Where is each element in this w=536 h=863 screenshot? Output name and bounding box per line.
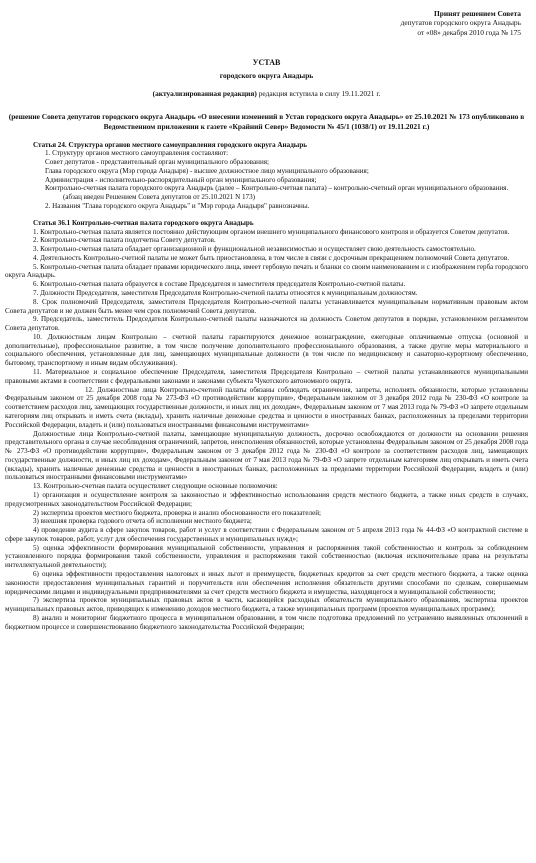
document-title: УСТАВ bbox=[252, 58, 281, 67]
article-36-p11: 11. Материальное и социальное обеспечение Председателя, заместителя Председателя Контрольно – счетной палаты устанавливаются муниципальными правовыми актами в соответствии с федеральными законами и законами субъекта Чукотского автономного округа. bbox=[5, 368, 528, 385]
article-36-p1: 1. Контрольно-счетная палата является постоянно действующим органом внешнего муниципального финансового контроля и образуется Советом депутатов. bbox=[33, 227, 510, 236]
article-36-p13-item-5: 5) оценка эффективности формирования муниципальной собственности, управления и распоряжения такой собственностью и контроль за соблюдением установленного порядка формирования такой собственности, управления и распоряжения такой собственностью (включая исключительные права на результаты интеллектуальной деятельности); bbox=[5, 543, 528, 570]
article-36-p6: 6. Контрольно-счетная палата образуется в составе Председателя и заместителя председателя Контрольно-счетной палаты. bbox=[33, 280, 406, 289]
article-36-p13: 13. Контрольно-счетная палата осуществляет следующие основные полномочия: bbox=[33, 482, 278, 491]
article-36-p8: 8. Срок полномочий Председателя, заместителя Председателя Контрольно-счетной палаты устанавливается муниципальным нормативным правовым актом Совета депутатов и не должен быть менее чем срок полномочий Совета депутатов. bbox=[5, 297, 528, 315]
approval-line-3: от «08» декабря 2010 года № 175 bbox=[417, 27, 521, 37]
article-36-p2: 2. Контрольно-счетная палата подотчетна Совету депутатов. bbox=[33, 236, 216, 245]
article-36-p12a: Должностные лица Контрольно-счетной палаты, замещающие муниципальную должность, досрочно освобождаются от должности на основании решения представительного органа в случае несоблюдения ограничений, запретов, неисполнения обязанностей, которые установлены Федеральным законом от 25 декабря 2008 года № 273-ФЗ «О противодействии коррупции», Федеральным законом от 3 декабря 2012 года № 230-ФЗ «О контроле за соответствием расходов лиц, замещающих государственные должности, и иных лиц их доходам», Федеральным законом от 7 мая 2013 года № 79-ФЗ «О запрете отдельным категориям лиц открывать и иметь счета (вклады), хранить наличные денежные средства и ценности в иностранных банках, расположенных за пределами территории Российской Федерации, владеть и (или) пользоваться иностранными финансовыми инструментами» bbox=[5, 429, 528, 482]
article-24-title: Статья 24. Структура органов местного самоуправления городского округа Анадырь bbox=[33, 140, 308, 149]
article-36-p13-item-7: 7) экспертиза проектов муниципальных правовых актов в части, касающейся расходных обязательств муниципального образования, экспертиза проектов муниципальных правовых актов, приводящих к изменению доходов местного бюджета, а также муниципальных программ (проектов муниципальных программ); bbox=[5, 596, 528, 614]
edition-note bbox=[5, 89, 528, 98]
article-24-p3: Глава городского округа (Мэр города Анадыря) - высшее должностное лицо муниципального образования; bbox=[45, 166, 369, 175]
article-24-p5: Контрольно-счетная палата городского округа Анадырь (далее – Контрольно-счетная палата) – контрольно-счетный орган муниципального образования. bbox=[45, 184, 509, 193]
edition-bold: (актуализированная редакция) bbox=[152, 89, 257, 99]
article-36-p7: 7. Должности Председателя, заместителя Председателя Контрольно-счетной палаты относятся к муниципальным должностям. bbox=[33, 289, 418, 297]
article-36-p12: 12. Должностные лица Контрольно-счетной палаты обязаны соблюдать ограничения, запреты, исполнять обязанности, которые установлены Федеральным законом от 25 декабря 2008 года № 273-ФЗ «О противодействии коррупции», Федеральным законом от 3 декабря 2012 года № 230-ФЗ «О контроле за соответствием расходов лиц, замещающих государственные должности, и иных лиц их доходам», Федеральным законом от 7 мая 2013 года № 79-ФЗ «О запрете отдельным категориям лиц открывать и иметь счета (вклады), хранить наличные денежные средства и ценности в иностранных банках, расположенных за пределами территории Российской Федерации, владеть и (или) пользоваться иностранными финансовыми инструментами» bbox=[5, 385, 528, 429]
article-24-p7: 2. Названия "Глава городского округа Анадырь" и "Мэр города Анадыря" равнозначны. bbox=[45, 201, 310, 210]
article-24-p6: (абзац введен Решением Совета депутатов от 25.10.2021 N 173) bbox=[63, 193, 255, 202]
article-36-p9: 9. Председатель, заместитель Председателя Контрольно-счетной палаты назначаются на должность Советом депутатов в порядке, установленном регламентом Совета депутатов. bbox=[5, 315, 528, 333]
article-24-p1: 1. Структуру органов местного самоуправления составляют: bbox=[45, 149, 229, 158]
article-36-p13-item-1: 1) организация и осуществление контроля за законностью и эффективностью использования средств местного бюджета, а также иных средств в случаях, предусмотренных законодательством Российской Федерации; bbox=[5, 490, 528, 508]
article-36-p5: 5. Контрольно-счетная палата обладает правами юридического лица, имеет гербовую печать и бланки со своим наименованием и с изображением герба городского округа Анадырь. bbox=[5, 262, 528, 280]
approval-line-1: Принят решением Совета bbox=[434, 9, 521, 18]
article-24-p4: Администрация - исполнительно-распорядительный орган муниципального образования; bbox=[45, 175, 317, 184]
article-24-p2: Совет депутатов - представительный орган муниципального образования; bbox=[45, 158, 269, 167]
document-subtitle: городского округа Анадырь bbox=[219, 70, 314, 80]
article-36-p13-item-2: 2) экспертиза проектов местного бюджета, проверка и анализ обоснованности его показателей; bbox=[33, 508, 321, 517]
article-36-p13-item-3: 3) внешняя проверка годового отчета об исполнении местного бюджета; bbox=[33, 517, 252, 526]
article-36-p13-item-8: 8) анализ и мониторинг бюджетного процесса в муниципальном образовании, в том числе подготовка предложений по устранению выявленных отклонений в бюджетном процессе и совершенствованию бюджетного законодательства Российской Федерации; bbox=[5, 613, 528, 631]
article-36-p4: 4. Деятельность Контрольно-счетной палаты не может быть приостановлена, в том числе в связи с досрочным прекращением полномочий Совета депутатов. bbox=[33, 253, 509, 262]
article-36-p3: 3. Контрольно-счетная палата обладает организационной и функциональной независимостью и осуществляет свою деятельность самостоятельно. bbox=[33, 245, 476, 254]
article-36-p10: 10. Должностным лицам Контрольно – счетной палаты гарантируются денежное вознаграждение, ежегодные оплачиваемые отпуска (основной и дополнительные), профессиональное развитие, в том числе получение дополнительного профессионального образования, а также другие меры материального и социального обеспечения, установленные для лиц, замещающих муниципальные должности (в том числе по медицинскому и санаторно-курортному обеспечению, бытовому, транспортному и иным видам обслуживания). bbox=[5, 332, 528, 368]
approval-line-2: депутатов городского округа Анадырь bbox=[400, 18, 521, 28]
approval-stamp bbox=[401, 9, 521, 37]
article-36-p13-item-6: 6) оценка эффективности предоставления налоговых и иных льгот и преимуществ, бюджетных кредитов за счет средств местного бюджета, а также оценка законности предоставления муниципальных гарантий и поручительств или обеспечения исполнения обязательств другими способами по сделкам, совершаемым юридическими лицами и индивидуальными предпринимателями за счет средств местного бюджета и имущества, находящегося в муниципальной собственности; bbox=[5, 570, 528, 596]
decision-note: (решение Совета депутатов городского округа Анадырь «О внесении изменений в Устав городского округа Анадырь» от 25.10.2021 № 173 опубликовано в Ведомственном приложении к газете «Крайний Север» Ведомости № 45/1 (1038/1) от 19.11.2021 г.) bbox=[8, 112, 525, 131]
article-36-p13-item-4: 4) проведение аудита в сфере закупок товаров, работ и услуг в соответствии с Федеральным законом от 5 апреля 2013 года № 44-ФЗ «О контрактной системе в сфере закупок товаров, работ, услуг для обеспечения государственных и муниципальных нужд»; bbox=[5, 526, 528, 543]
edition-rest: редакция вступила в силу 19.11.2021 г. bbox=[256, 89, 381, 99]
article-36-title: Статья 36.1 Контрольно-счетная палата городского округа Анадырь bbox=[33, 218, 254, 227]
